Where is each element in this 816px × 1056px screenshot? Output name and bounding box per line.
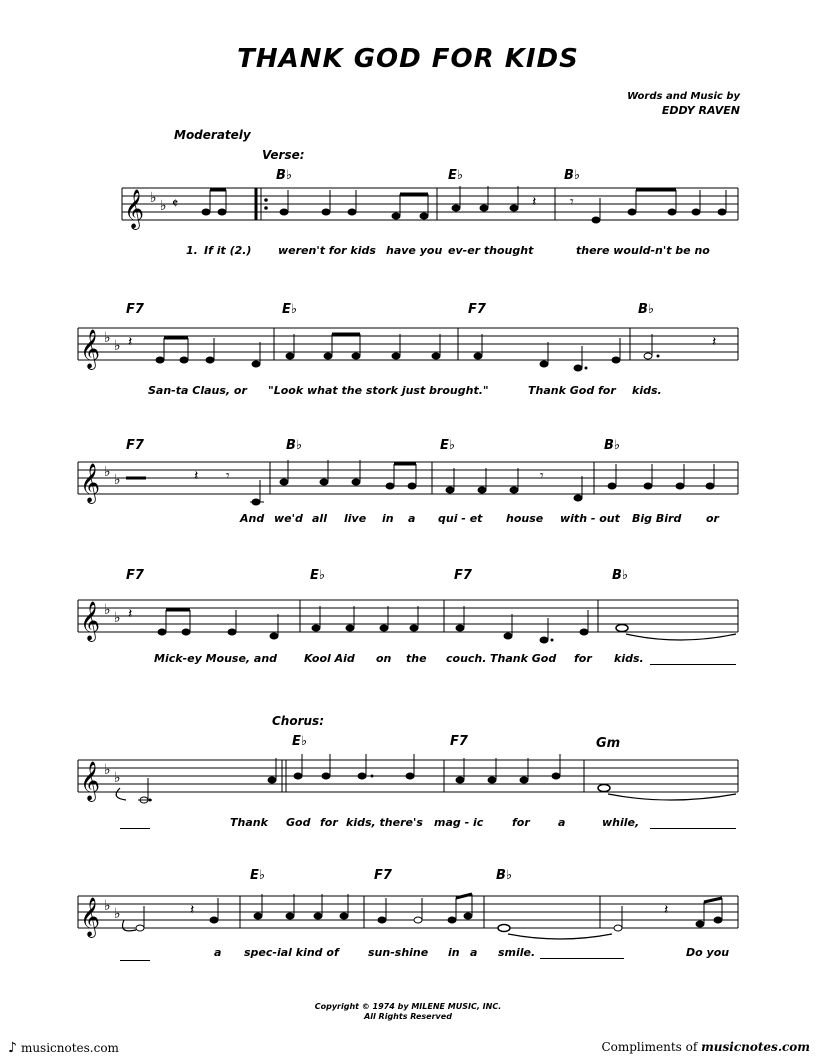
lyric-text: kids. <box>614 652 644 665</box>
svg-text:♭: ♭ <box>150 190 157 206</box>
svg-text:♭: ♭ <box>114 472 121 488</box>
svg-text:♭: ♭ <box>104 762 111 778</box>
svg-text:♭: ♭ <box>114 770 121 786</box>
lyric-text: Big Bird <box>632 512 682 525</box>
lyric-text: Kool Aid <box>304 652 355 665</box>
brand-link[interactable]: musicnotes.com <box>20 1041 119 1055</box>
lyric-text: "Look what the stork just brought." <box>268 384 489 397</box>
lyric-text: Thank God <box>490 652 557 665</box>
chord-symbol: E♭ <box>440 438 456 453</box>
song-title: THANK GOD FOR KIDS <box>237 44 579 74</box>
chord-symbol: B♭ <box>286 438 303 453</box>
music-staff-1 <box>0 186 816 236</box>
svg-text:𝄽: 𝄽 <box>190 902 195 918</box>
melisma-line <box>650 664 736 665</box>
melisma-line <box>120 960 150 961</box>
chord-symbol: F7 <box>454 568 472 583</box>
lyric-text: smile. <box>498 946 536 959</box>
chord-symbol: B♭ <box>496 868 513 883</box>
lyric-text: the <box>406 652 427 665</box>
lyric-text: And <box>240 512 265 525</box>
lyric-text: couch. <box>446 652 487 665</box>
chord-symbol: Gm <box>596 736 621 751</box>
chord-symbol: F7 <box>126 568 144 583</box>
lyric-text: God <box>286 816 311 829</box>
svg-text:𝄞: 𝄞 <box>80 329 101 369</box>
compliments-label: Compliments of <box>601 1040 698 1054</box>
melisma-line <box>650 828 736 829</box>
lyric-text: on <box>376 652 392 665</box>
lyric-text: have you <box>386 244 443 257</box>
svg-text:♭: ♭ <box>104 464 111 480</box>
lyric-text: there would-n't be no <box>576 244 710 257</box>
chord-symbol: F7 <box>374 868 392 883</box>
musicnotes-logo[interactable] <box>8 1040 119 1056</box>
lyric-text: or <box>706 512 719 525</box>
chord-symbol: B♭ <box>612 568 629 583</box>
svg-text:𝄾: 𝄾 <box>540 468 544 484</box>
lyric-text: live <box>344 512 367 525</box>
music-staff-5 <box>0 758 816 808</box>
svg-text:𝄞: 𝄞 <box>80 897 101 937</box>
lyric-text: qui - et <box>438 512 483 525</box>
composer-name: EDDY RAVEN <box>661 104 740 117</box>
chord-symbol: F7 <box>126 302 144 317</box>
svg-text:𝄞: 𝄞 <box>80 601 101 641</box>
music-staff-4 <box>0 598 816 648</box>
chord-symbol: E♭ <box>310 568 326 583</box>
lyric-text: ev-er thought <box>448 244 534 257</box>
chord-symbol: E♭ <box>292 734 308 749</box>
compliments-site-link[interactable]: musicnotes.com <box>701 1040 810 1054</box>
lyric-text: Do you <box>686 946 730 959</box>
svg-text:𝄾: 𝄾 <box>570 194 574 210</box>
lyric-text: If it (2.) <box>204 244 252 257</box>
svg-text:𝄽: 𝄽 <box>128 334 133 350</box>
svg-text:𝄽: 𝄽 <box>712 334 717 350</box>
lyric-text: in <box>448 946 460 959</box>
lyric-text: a <box>408 512 416 525</box>
svg-text:𝄽: 𝄽 <box>532 194 537 210</box>
chord-symbol: B♭ <box>276 168 293 183</box>
lyric-text: kids. <box>632 384 662 397</box>
lyric-text: for <box>320 816 338 829</box>
lyric-text: mag - ic <box>434 816 484 829</box>
svg-text:♭: ♭ <box>114 906 121 922</box>
chord-symbol: F7 <box>450 734 468 749</box>
lyric-text: for <box>512 816 530 829</box>
lyric-text: a <box>558 816 566 829</box>
tempo-marking: Moderately <box>174 128 251 142</box>
credit-label: Words and Music by <box>627 91 740 102</box>
music-staff-2 <box>0 326 816 376</box>
lyric-text: Mick-ey Mouse, and <box>154 652 278 665</box>
chord-symbol: F7 <box>126 438 144 453</box>
svg-text:♭: ♭ <box>160 198 167 214</box>
svg-text:𝄞: 𝄞 <box>80 761 101 801</box>
lyric-text: in <box>382 512 394 525</box>
chord-symbol: B♭ <box>604 438 621 453</box>
svg-text:𝄽: 𝄽 <box>194 468 199 484</box>
chord-symbol: B♭ <box>564 168 581 183</box>
lyric-text: we'd <box>274 512 303 525</box>
lyric-text: house <box>506 512 544 525</box>
svg-text:♭: ♭ <box>114 338 121 354</box>
copyright-notice: Copyright © 1974 by MILENE MUSIC, INC. <box>314 1002 502 1011</box>
verse-label: Verse: <box>262 148 305 162</box>
lyric-text: a <box>214 946 222 959</box>
chord-symbol: F7 <box>468 302 486 317</box>
melisma-line <box>120 828 150 829</box>
svg-text:♭: ♭ <box>104 330 111 346</box>
compliments-line <box>601 1040 810 1054</box>
svg-text:♭: ♭ <box>104 602 111 618</box>
svg-text:𝄵: 𝄵 <box>172 196 179 212</box>
lyric-text: kids, there's <box>346 816 423 829</box>
chorus-label: Chorus: <box>272 714 324 728</box>
chord-symbol: E♭ <box>448 168 464 183</box>
lyric-text: all <box>312 512 327 525</box>
music-staff-3 <box>0 460 816 510</box>
note-icon: ♪ <box>8 1040 17 1056</box>
lyric-text: Thank God for <box>528 384 616 397</box>
chord-symbol: E♭ <box>282 302 298 317</box>
svg-text:𝄽: 𝄽 <box>128 606 133 622</box>
chord-symbol: E♭ <box>250 868 266 883</box>
lyric-text: weren't for kids <box>278 244 376 257</box>
music-staff-6 <box>0 894 816 944</box>
lyric-text: while, <box>602 816 640 829</box>
lyric-text: Thank <box>230 816 268 829</box>
lyric-text: 1. <box>186 244 198 257</box>
lyric-text: for <box>574 652 592 665</box>
svg-text:𝄽: 𝄽 <box>664 902 669 918</box>
svg-text:♭: ♭ <box>104 898 111 914</box>
chord-symbol: B♭ <box>638 302 655 317</box>
lyric-text: a <box>470 946 478 959</box>
lyric-text: with - out <box>560 512 620 525</box>
svg-text:♭: ♭ <box>114 610 121 626</box>
lyric-text: spec-ial kind of <box>244 946 339 959</box>
svg-text:𝄞: 𝄞 <box>124 189 145 229</box>
lyric-text: San-ta Claus, or <box>148 384 247 397</box>
svg-text:𝄞: 𝄞 <box>80 463 101 503</box>
melisma-line <box>540 958 624 959</box>
svg-text:𝄾: 𝄾 <box>226 468 230 484</box>
lyric-text: sun-shine <box>368 946 429 959</box>
rights-notice: All Rights Reserved <box>364 1012 452 1021</box>
